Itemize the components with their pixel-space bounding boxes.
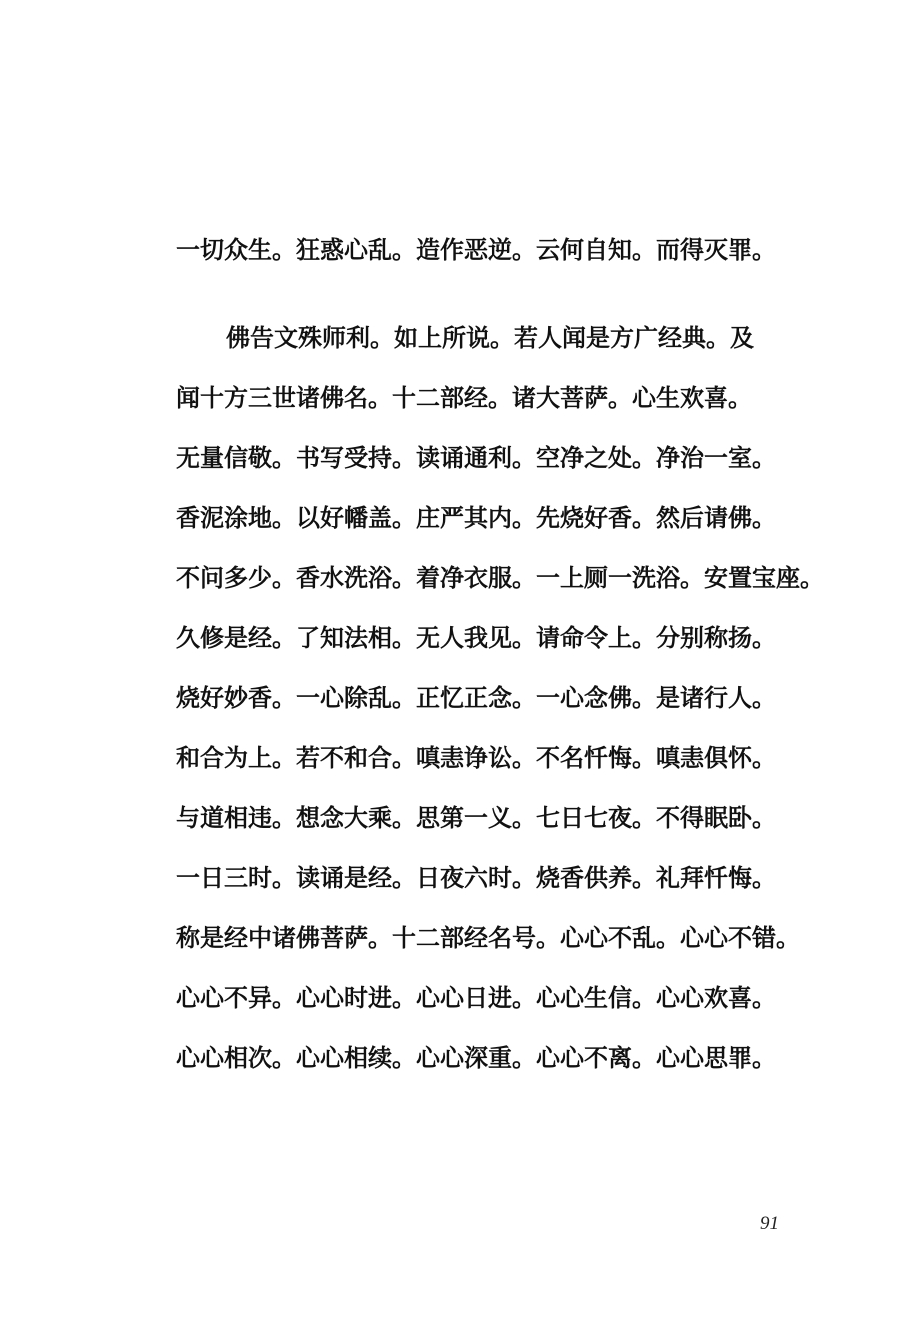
text-line-5: 香泥涂地。以好幡盖。庄严其内。先烧好香。然后请佛。 [176,503,776,532]
text-line-10: 与道相违。想念大乘。思第一义。七日七夜。不得眠卧。 [176,803,776,832]
text-line-13: 心心不异。心心时进。心心日进。心心生信。心心欢喜。 [176,983,776,1012]
page-number: 91 [760,1213,779,1234]
body-text [176,220,824,1088]
text-line-7: 久修是经。了知法相。无人我见。请命令上。分别称扬。 [176,623,776,652]
text-line-2: 佛告文殊师利。如上所说。若人闻是方广经典。及 [226,323,754,352]
text-line-14: 心心相次。心心相续。心心深重。心心不离。心心思罪。 [176,1043,776,1072]
text-line-9: 和合为上。若不和合。嗔恚诤讼。不名忏悔。嗔恚俱怀。 [176,743,776,772]
text-line-12: 称是经中诸佛菩萨。十二部经名号。心心不乱。心心不错。 [176,923,800,952]
text-line-1: 一切众生。狂惑心乱。造作恶逆。云何自知。而得灭罪。 [176,235,776,264]
text-line-8: 烧好妙香。一心除乱。正忆正念。一心念佛。是诸行人。 [176,683,776,712]
text-line-4: 无量信敬。书写受持。读诵通利。空净之处。净治一室。 [176,443,776,472]
text-line-11: 一日三时。读诵是经。日夜六时。烧香供养。礼拜忏悔。 [176,863,776,892]
text-line-6: 不问多少。香水洗浴。着净衣服。一上厕一洗浴。安置宝座。 [176,563,824,592]
text-line-3: 闻十方三世诸佛名。十二部经。诸大菩萨。心生欢喜。 [176,383,752,412]
